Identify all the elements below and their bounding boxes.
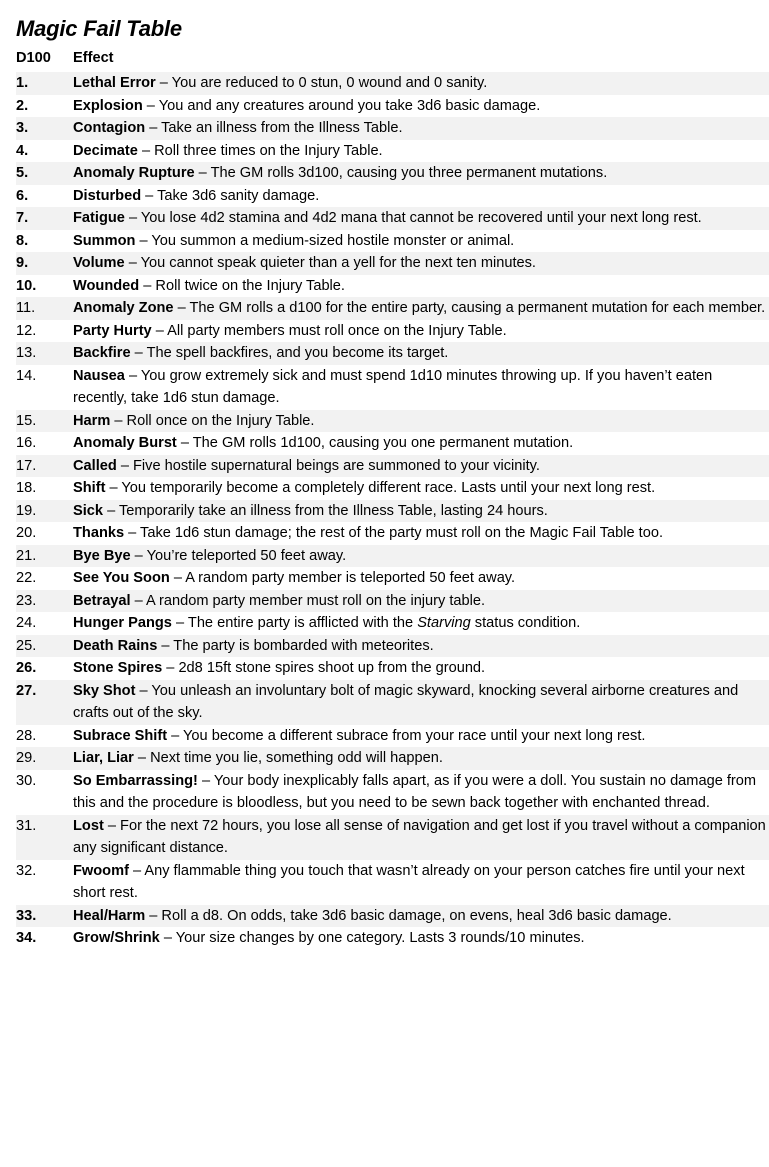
effect-name: Shift (73, 480, 106, 496)
effect-cell (73, 185, 769, 208)
effect-cell (73, 545, 769, 568)
effect-cell (73, 297, 769, 320)
roll-number: 31. (16, 815, 73, 860)
effect-name: Subrace Shift (73, 727, 168, 744)
effect-name: Party Hurty (73, 322, 152, 339)
table-row (16, 567, 769, 590)
effect-description: – For the next 72 hours, you lose all sense of navigation and get lost if you travel without a companion any significant distance. (73, 817, 766, 856)
effect-name: Heal/Harm (73, 907, 146, 924)
table-row (16, 230, 769, 253)
effect-description: – The party is bombarded with meteorites. (157, 637, 434, 654)
effect-cell (73, 252, 769, 275)
effect-cell (73, 612, 769, 635)
roll-number: 33. (16, 905, 73, 928)
effect-name: Sick (73, 502, 104, 519)
effect-description: – Five hostile supernatural beings are summoned to your vicinity. (116, 457, 540, 474)
effect-cell (73, 140, 769, 163)
table-row (16, 522, 769, 545)
table-row (16, 635, 769, 658)
effect-description: – 2d8 15ft stone spires shoot up from the ground. (162, 660, 486, 676)
roll-number: 32. (16, 862, 37, 879)
effect-name: Death Rains (73, 637, 158, 654)
table-body (16, 72, 769, 950)
table-row (16, 410, 769, 433)
table-row (16, 95, 769, 118)
effect-name: Grow/Shrink (73, 930, 160, 946)
roll-number: 11. (16, 297, 73, 320)
table-row (16, 747, 769, 770)
effect-name: Harm (73, 412, 111, 429)
table-header-row (16, 45, 769, 72)
effect-name: Liar, Liar (73, 750, 134, 766)
effect-name: Called (73, 457, 117, 474)
effect-name: Bye Bye (73, 547, 131, 564)
effect-name: Anomaly Rupture (73, 165, 195, 181)
table-row (16, 117, 769, 140)
roll-number: 12. (16, 322, 37, 339)
roll-number: 22. (16, 570, 37, 586)
effect-cell (73, 342, 769, 365)
effect-description: – All party members must roll once on the Injury Table. (151, 322, 507, 339)
table-row (16, 365, 769, 410)
effect-description: – You temporarily become a completely different race. Lasts until your next long rest. (105, 480, 656, 496)
effect-description: – You and any creatures around you take 3d6 basic damage. (142, 97, 541, 114)
table-row (16, 770, 769, 815)
effect-name: Anomaly Zone (73, 300, 174, 316)
table-row (16, 905, 769, 928)
roll-number: 26. (16, 660, 37, 676)
header-effect: Effect (73, 50, 114, 66)
roll-number: 29. (16, 747, 73, 770)
roll-number: 6. (16, 187, 29, 204)
table-row (16, 927, 769, 950)
table-row (16, 612, 769, 635)
effect-cell (73, 95, 769, 118)
effect-name: Thanks (73, 525, 125, 541)
roll-number: 19. (16, 500, 73, 523)
table-row (16, 657, 769, 680)
effect-cell (73, 815, 769, 860)
roll-number: 20. (16, 525, 37, 541)
effect-description: – You’re teleported 50 feet away. (130, 547, 347, 564)
table-row (16, 320, 769, 343)
roll-number: 17. (16, 455, 73, 478)
table-row (16, 432, 769, 455)
effect-cell (73, 657, 769, 680)
effect-cell (73, 320, 769, 343)
effect-name: Lost (73, 817, 104, 834)
effect-name: Sky Shot (73, 682, 136, 699)
effect-cell (73, 905, 769, 928)
roll-number: 7. (16, 207, 73, 230)
effect-name: Contagion (73, 120, 146, 136)
effect-description: – You cannot speak quieter than a yell for the next ten minutes. (124, 255, 536, 271)
effect-cell (73, 365, 769, 410)
roll-number: 3. (16, 117, 73, 140)
effect-description: – You become a different subrace from your race until your next long rest. (167, 727, 646, 744)
effect-description: – Take an illness from the Illness Table. (145, 120, 403, 136)
effect-cell (73, 522, 769, 545)
effect-name: Explosion (73, 97, 143, 114)
table-row (16, 72, 769, 95)
effect-description: – Take 3d6 sanity damage. (141, 187, 320, 204)
table-row (16, 860, 769, 905)
effect-description: – The spell backfires, and you become its target. (130, 345, 449, 361)
roll-number: 14. (16, 367, 37, 384)
roll-number: 13. (16, 342, 73, 365)
table-row (16, 815, 769, 860)
roll-number: 10. (16, 277, 37, 294)
effect-description: – Your body inexplicably falls apart, as if you were a doll. You sustain no damage from this and the procedure is bloodless, but you need to be sewn back together with enchanted thread. (73, 772, 757, 811)
effect-description: – You are reduced to 0 stun, 0 wound and 0 sanity. (155, 75, 488, 91)
effect-name: See You Soon (73, 570, 170, 586)
effect-description: – The GM rolls 3d100, causing you three permanent mutations. (194, 165, 608, 181)
effect-name: Fatigue (73, 210, 125, 226)
effect-name: Disturbed (73, 187, 142, 204)
effect-description: – You summon a medium-sized hostile monster or animal. (135, 232, 515, 249)
header-roll: D100 (16, 50, 51, 66)
effect-cell (73, 230, 769, 253)
effect-cell (73, 477, 769, 500)
effect-description: – Roll a d8. On odds, take 3d6 basic damage, on evens, heal 3d6 basic damage. (145, 907, 672, 924)
effect-description: – A random party member is teleported 50 feet away. (169, 570, 516, 586)
roll-number: 5. (16, 162, 73, 185)
table-row (16, 185, 769, 208)
roll-number: 23. (16, 590, 73, 613)
effect-name: Nausea (73, 367, 125, 384)
effect-description: – Any flammable thing you touch that wasn’t already on your person catches fire until your next short rest. (73, 862, 745, 901)
effect-description: – Roll once on the Injury Table. (110, 412, 315, 429)
effect-description: – Roll three times on the Injury Table. (137, 142, 383, 159)
table-row (16, 680, 769, 725)
table-row (16, 342, 769, 365)
table-row (16, 252, 769, 275)
effect-name: Hunger Pangs (73, 615, 172, 631)
roll-number: 15. (16, 410, 73, 433)
roll-number: 8. (16, 232, 29, 249)
effect-cell (73, 725, 769, 748)
table-row (16, 162, 769, 185)
effect-cell (73, 635, 769, 658)
roll-number: 9. (16, 252, 73, 275)
effect-cell (73, 680, 769, 725)
effect-name: So Embarrassing! (73, 772, 198, 789)
table-row (16, 455, 769, 478)
effect-cell (73, 275, 769, 298)
roll-number: 24. (16, 615, 37, 631)
roll-number: 4. (16, 142, 29, 159)
table-row (16, 545, 769, 568)
effect-description: – Temporarily take an illness from the Illness Table, lasting 24 hours. (103, 502, 548, 519)
effect-description: – Take 1d6 stun damage; the rest of the party must roll on the Magic Fail Table too. (124, 525, 664, 541)
effect-description-tail: status condition. (470, 615, 581, 631)
effect-description: – Next time you lie, something odd will happen. (133, 750, 443, 766)
effect-cell (73, 747, 769, 770)
effect-description: – Roll twice on the Injury Table. (139, 277, 345, 294)
effect-cell (73, 500, 769, 523)
effect-name: Anomaly Burst (73, 435, 177, 451)
table-row (16, 297, 769, 320)
roll-number: 27. (16, 680, 73, 725)
effect-description: – The GM rolls 1d100, causing you one permanent mutation. (176, 435, 574, 451)
status-condition: Starving (417, 615, 471, 631)
effect-description: – You unleash an involuntary bolt of magic skyward, knocking several airborne creatures and crafts out of the sky. (73, 682, 739, 721)
roll-number: 21. (16, 545, 73, 568)
roll-number: 16. (16, 435, 37, 451)
table-row (16, 725, 769, 748)
effect-cell (73, 927, 769, 950)
effect-name: Wounded (73, 277, 140, 294)
effect-description: – The entire party is afflicted with the (171, 615, 418, 631)
effect-name: Backfire (73, 345, 131, 361)
effect-cell (73, 432, 769, 455)
roll-number: 25. (16, 635, 73, 658)
table-row (16, 590, 769, 613)
table-row (16, 500, 769, 523)
effect-cell (73, 455, 769, 478)
table-row (16, 140, 769, 163)
effect-description: – The GM rolls a d100 for the entire party, causing a permanent mutation for each member. (173, 300, 766, 316)
roll-number: 18. (16, 480, 37, 496)
effect-cell (73, 117, 769, 140)
roll-number: 2. (16, 97, 29, 114)
effect-name: Volume (73, 255, 125, 271)
magic-fail-table (16, 45, 769, 950)
effect-cell (73, 162, 769, 185)
effect-description: – Your size changes by one category. Lasts 3 rounds/10 minutes. (159, 930, 585, 946)
roll-number: 30. (16, 772, 37, 789)
effect-cell (73, 590, 769, 613)
effect-name: Betrayal (73, 592, 131, 609)
effect-cell (73, 410, 769, 433)
table-row (16, 275, 769, 298)
roll-number: 34. (16, 930, 37, 946)
effect-name: Fwoomf (73, 862, 129, 879)
roll-number: 1. (16, 72, 73, 95)
effect-cell (73, 72, 769, 95)
effect-description: – You lose 4d2 stamina and 4d2 mana that cannot be recovered until your next long rest. (124, 210, 702, 226)
table-title: Magic Fail Table (16, 16, 182, 41)
effect-name: Stone Spires (73, 660, 163, 676)
roll-number: 28. (16, 727, 37, 744)
effect-cell (73, 770, 769, 815)
effect-description: – You grow extremely sick and must spend 1d10 minutes throwing up. If you haven’t eaten recently, take 1d6 stun damage. (73, 367, 713, 406)
table-row (16, 477, 769, 500)
effect-cell (73, 567, 769, 590)
table-row (16, 207, 769, 230)
effect-description: – A random party member must roll on the injury table. (130, 592, 486, 609)
effect-name: Decimate (73, 142, 138, 159)
effect-cell (73, 860, 769, 905)
effect-name: Summon (73, 232, 136, 249)
effect-name: Lethal Error (73, 75, 156, 91)
effect-cell (73, 207, 769, 230)
